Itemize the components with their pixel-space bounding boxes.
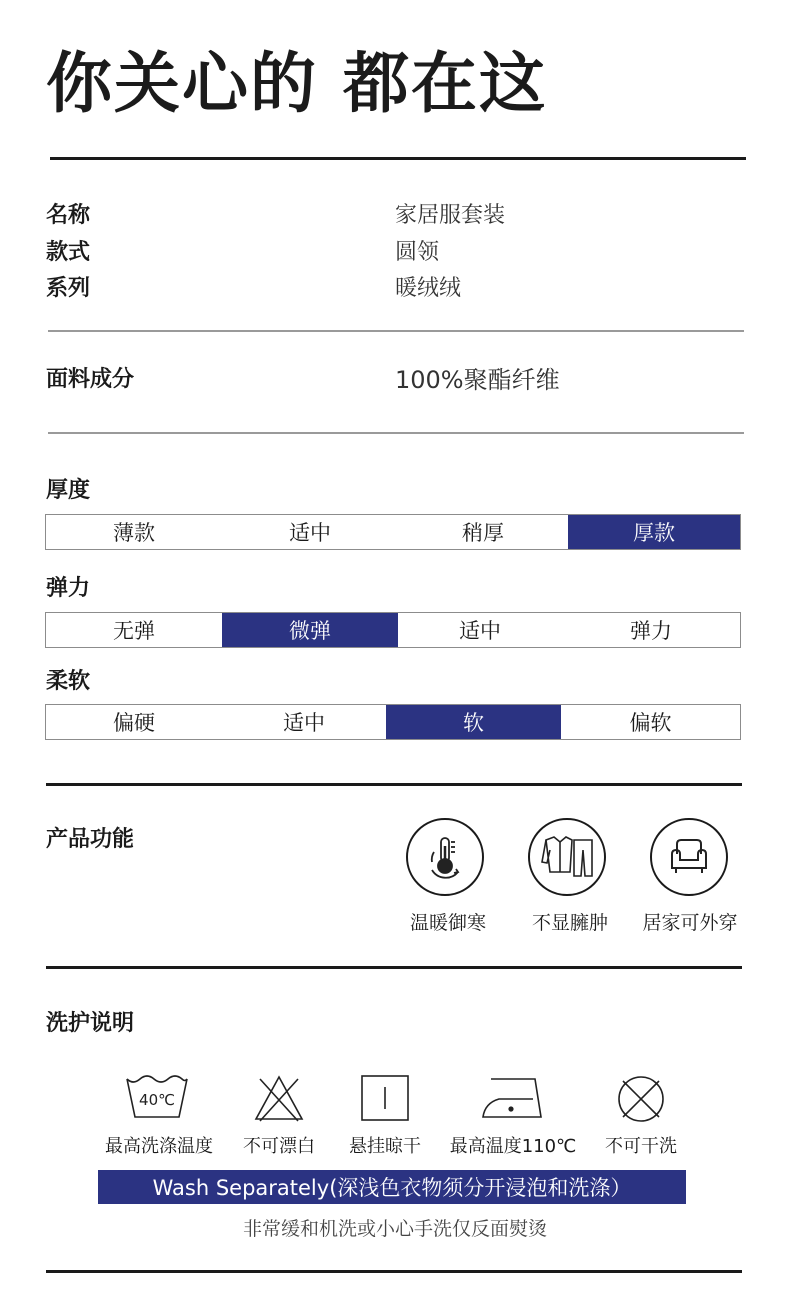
info-value-name: 家居服套装 (395, 203, 506, 228)
pajamas-icon (528, 818, 606, 896)
care-label: 悬挂晾干 (349, 1136, 421, 1157)
info-value-style: 圆领 (395, 240, 440, 265)
rating-option: 偏硬 (113, 711, 155, 735)
function-label: 不显臃肿 (531, 912, 608, 934)
info-value-series: 暖绒绒 (395, 276, 462, 301)
rating-option: 适中 (283, 711, 325, 735)
divider (50, 157, 746, 160)
care-label: 不可干洗 (605, 1136, 677, 1157)
rating-option: 稍厚 (462, 521, 504, 545)
thermometer-icon (406, 818, 484, 896)
rating-label-thickness: 厚度 (46, 478, 91, 503)
care-label: 不可漂白 (243, 1136, 315, 1157)
rating-label-softness: 柔软 (46, 669, 91, 694)
divider (46, 966, 742, 969)
iron-icon (481, 1073, 545, 1127)
functions-heading: 产品功能 (46, 827, 135, 852)
wash-separately-banner: Wash Separately(深浅色衣物须分开浸泡和洗涤） (98, 1170, 686, 1204)
divider (46, 783, 742, 786)
care-heading: 洗护说明 (46, 1011, 135, 1036)
rating-option: 适中 (289, 521, 331, 545)
rating-option: 无弹 (113, 619, 155, 643)
page-title: 你关心的 都在这 (46, 45, 547, 122)
function-label: 温暖御寒 (409, 912, 486, 934)
divider (48, 432, 744, 434)
function-item-slim (528, 818, 606, 896)
rating-option-selected: 微弹 (222, 613, 398, 647)
care-note: 非常缓和机洗或小心手洗仅反面熨烫 (242, 1218, 547, 1240)
divider (48, 330, 744, 332)
rating-option: 适中 (459, 619, 501, 643)
function-item-home (650, 818, 728, 896)
rating-bar-thickness (45, 514, 741, 550)
rating-label-elasticity: 弹力 (46, 576, 91, 601)
hang-dry-icon (359, 1073, 411, 1127)
no-bleach-icon (252, 1073, 306, 1127)
function-item-warm (406, 818, 484, 896)
fabric-label: 面料成分 (46, 367, 135, 392)
wash-40-icon: 40℃ (123, 1073, 191, 1123)
rating-bar-softness (45, 704, 741, 740)
rating-option: 偏软 (629, 711, 672, 735)
armchair-icon (650, 818, 728, 896)
rating-option-selected: 厚款 (568, 515, 740, 549)
rating-option-selected: 软 (386, 705, 561, 739)
info-label-series: 系列 (46, 276, 91, 301)
rating-option: 弹力 (630, 619, 672, 643)
divider (46, 1270, 742, 1273)
rating-option: 薄款 (113, 521, 155, 545)
care-label: 最高温度110℃ (449, 1136, 577, 1157)
info-label-style: 款式 (46, 240, 91, 265)
info-label-name: 名称 (46, 203, 91, 228)
function-label: 居家可外穿 (642, 912, 738, 934)
rating-bar-elasticity (45, 612, 741, 648)
no-dry-clean-icon (613, 1073, 669, 1129)
care-label: 最高洗涤温度 (105, 1136, 213, 1157)
fabric-value: 100%聚酯纤维 (395, 366, 560, 394)
